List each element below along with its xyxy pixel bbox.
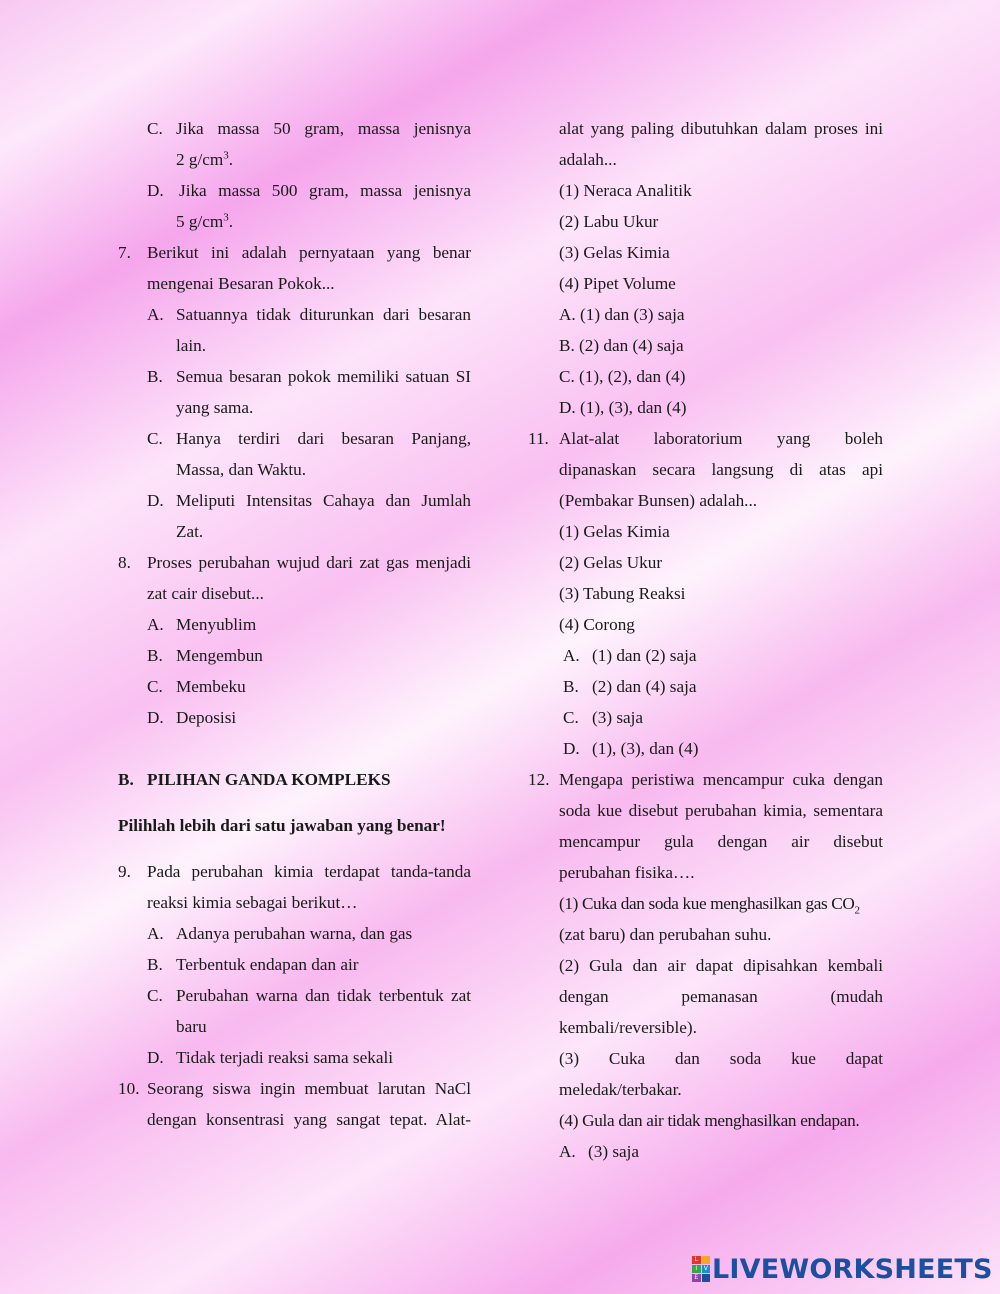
q7-option-c (118, 423, 471, 454)
question-text-cont: reaksi kimia sebagai berikut… (147, 893, 358, 912)
q11-option-b (528, 671, 883, 702)
q12-statement-2-cont (528, 981, 883, 1012)
question-10-cont (118, 1104, 471, 1135)
statement-text-cont: kembali/reversible). (559, 1018, 697, 1037)
q7-option-d-cont (118, 516, 471, 547)
option-text: B. (2) dan (4) saja (559, 336, 684, 355)
logo-mark-block (702, 1274, 711, 1282)
q8-option-d (118, 702, 471, 733)
option-letter: D. (147, 181, 164, 200)
question-12-cont (528, 826, 883, 857)
question-number: 9. (118, 862, 131, 881)
option-text-cont: baru (176, 1017, 207, 1036)
q7-option-a (118, 299, 471, 330)
question-7 (118, 237, 471, 268)
q7-option-b-cont (118, 392, 471, 423)
option-text: (1) dan (2) saja (592, 646, 697, 665)
option-text: (3) saja (592, 708, 644, 727)
spacer (118, 841, 471, 856)
question-text: Mengapa peristiwa mencampur cuka dengan (559, 770, 883, 789)
option-text: (3) saja (588, 1142, 640, 1161)
question-text-cont: (Pembakar Bunsen) adalah... (559, 491, 758, 510)
item-text: (4) Corong (559, 615, 635, 634)
option-letter: B. (147, 955, 163, 974)
option-text-cont: 5 g/cm (176, 212, 224, 231)
q8-option-b (118, 640, 471, 671)
q10-option (528, 361, 883, 392)
option-letter: A. (563, 646, 580, 665)
option-text: Jika massa 50 gram, massa jenisnya (176, 119, 471, 138)
question-11-cont (528, 485, 883, 516)
q9-option-d (118, 1042, 471, 1073)
section-letter: B. (118, 770, 134, 789)
q10-item (528, 175, 883, 206)
option-letter: D. (563, 739, 580, 758)
q9-option-c (118, 980, 471, 1011)
period: . (228, 150, 234, 169)
option-text-cont: Zat. (176, 522, 204, 541)
option-text: Jika massa 500 gram, massa jenisnya (179, 181, 471, 200)
option-text: Semua besaran pokok memiliki satuan SI (176, 367, 471, 386)
q9-option-a (118, 918, 471, 949)
q11-item (528, 578, 883, 609)
q12-statement-3 (528, 1043, 883, 1074)
question-text: Berikut ini adalah pernyataan yang benar (147, 243, 471, 262)
q7-option-a-cont (118, 330, 471, 361)
logo-mark-letter: V (702, 1265, 711, 1273)
q7-option-d (118, 485, 471, 516)
question-text: Alat-alat laboratorium yang boleh (559, 429, 883, 448)
q11-option-d (528, 733, 883, 764)
logo-text: LIVEWORKSHEETS (712, 1253, 993, 1285)
question-text-cont: soda kue disebut perubahan kimia, sementara (559, 801, 883, 820)
spacer (118, 795, 471, 810)
question-8 (118, 547, 471, 578)
option-letter: A. (147, 615, 164, 634)
q11-option-a (528, 640, 883, 671)
statement-text-cont: meledak/terbakar. (559, 1080, 682, 1099)
option-text-cont: Massa, dan Waktu. (176, 460, 307, 479)
item-text: (2) Gelas Ukur (559, 553, 663, 572)
question-number: 8. (118, 553, 131, 572)
option-text: Mengembun (176, 646, 263, 665)
q7-option-b (118, 361, 471, 392)
q7-option-c-cont (118, 454, 471, 485)
option-text: Terbentuk endapan dan air (176, 955, 359, 974)
question-text-cont: perubahan fisika…. (559, 863, 695, 882)
option-text: Membeku (176, 677, 246, 696)
statement-text: (1) Cuka dan soda kue menghasilkan gas CO (559, 894, 855, 913)
question-text: Seorang siswa ingin membuat larutan NaCl (147, 1079, 471, 1098)
option-text-cont: yang sama. (176, 398, 254, 417)
section-instruction (118, 810, 471, 841)
q12-statement-4 (528, 1105, 883, 1136)
option-text: Hanya terdiri dari besaran Panjang, (176, 429, 471, 448)
question-text-cont: dengan konsentrasi yang sangat tepat. Alat- (147, 1110, 471, 1129)
question-number: 10. (118, 1079, 140, 1098)
q11-option-c (528, 702, 883, 733)
q11-item (528, 516, 883, 547)
q11-item (528, 547, 883, 578)
q6-option-c-cont (118, 144, 471, 175)
question-7-cont (118, 268, 471, 299)
q10-item (528, 237, 883, 268)
q6-option-d-cont (118, 206, 471, 237)
option-letter: C. (147, 119, 163, 138)
q12-statement-1-cont (528, 919, 883, 950)
q6-option-c (118, 113, 471, 144)
item-text: (1) Gelas Kimia (559, 522, 670, 541)
option-text: D. (1), (3), dan (4) (559, 398, 687, 417)
q10-option (528, 392, 883, 423)
q10-option (528, 299, 883, 330)
logo-mark-letter: E (692, 1274, 701, 1282)
option-letter: A. (147, 924, 164, 943)
option-text-cont: 2 g/cm (176, 150, 224, 169)
q10-cont-line (528, 113, 883, 144)
item-text: (4) Pipet Volume (559, 274, 676, 293)
option-letter: B. (147, 646, 163, 665)
q12-statement-1 (528, 888, 883, 919)
question-text-cont: mencampur gula dengan air disebut (559, 832, 883, 851)
q10-item (528, 268, 883, 299)
instruction-text: Pilihlah lebih dari satu jawaban yang benar! (118, 816, 446, 835)
q10-cont-line (528, 144, 883, 175)
logo-mark-block (702, 1256, 711, 1264)
left-column (118, 113, 471, 1135)
question-9-cont (118, 887, 471, 918)
question-text: Proses perubahan wujud dari zat gas menjadi (147, 553, 471, 572)
option-text: Satuannya tidak diturunkan dari besaran (176, 305, 471, 324)
statement-text-cont: dengan pemanasan (mudah (559, 987, 883, 1006)
question-12-cont (528, 795, 883, 826)
option-letter: D. (147, 1048, 164, 1067)
q8-option-a (118, 609, 471, 640)
question-9 (118, 856, 471, 887)
option-letter: C. (563, 708, 579, 727)
option-text-cont: lain. (176, 336, 207, 355)
superscript: 3 (223, 149, 229, 162)
q10-item (528, 206, 883, 237)
option-text: Deposisi (176, 708, 237, 727)
question-number: 12. (528, 770, 550, 789)
option-text: Meliputi Intensitas Cahaya dan Jumlah (176, 491, 471, 510)
question-text-cont: alat yang paling dibutuhkan dalam proses ini (559, 119, 883, 138)
question-text-cont: zat cair disebut... (147, 584, 264, 603)
statement-text-cont: (zat baru) dan perubahan suhu. (559, 925, 772, 944)
option-text: C. (1), (2), dan (4) (559, 367, 686, 386)
question-text-cont: dipanaskan secara langsung di atas api (559, 460, 883, 479)
option-letter: D. (147, 491, 164, 510)
option-text: A. (1) dan (3) saja (559, 305, 685, 324)
q6-option-d (118, 175, 471, 206)
right-column (528, 113, 883, 1167)
q12-option-a (528, 1136, 883, 1167)
logo-mark-letter: I (692, 1265, 701, 1273)
question-text: Pada perubahan kimia terdapat tanda-tanda (147, 862, 471, 881)
question-12 (528, 764, 883, 795)
option-text: (2) dan (4) saja (592, 677, 697, 696)
q12-statement-2 (528, 950, 883, 981)
logo-mark-letter: L (692, 1256, 701, 1264)
option-text: Adanya perubahan warna, dan gas (176, 924, 413, 943)
item-text: (3) Tabung Reaksi (559, 584, 686, 603)
question-11-cont (528, 454, 883, 485)
option-letter: C. (147, 986, 163, 1005)
question-8-cont (118, 578, 471, 609)
question-text-cont: mengenai Besaran Pokok... (147, 274, 335, 293)
question-11 (528, 423, 883, 454)
q9-option-b (118, 949, 471, 980)
option-letter: B. (563, 677, 579, 696)
liveworksheets-logo-icon (692, 1256, 710, 1282)
option-text: Perubahan warna dan tidak terbentuk zat (176, 986, 471, 1005)
statement-text: (4) Gula dan air tidak menghasilkan endapan. (559, 1111, 860, 1130)
item-text: (3) Gelas Kimia (559, 243, 670, 262)
superscript: 3 (223, 211, 229, 224)
option-letter: C. (147, 429, 163, 448)
question-12-cont (528, 857, 883, 888)
liveworksheets-logo (692, 1254, 993, 1284)
option-text: Tidak terjadi reaksi sama sekali (176, 1048, 394, 1067)
question-number: 11. (528, 429, 549, 448)
option-letter: D. (147, 708, 164, 727)
option-letter: A. (147, 305, 164, 324)
statement-text: (2) Gula dan air dapat dipisahkan kembali (559, 956, 883, 975)
option-text: (1), (3), dan (4) (592, 739, 699, 758)
option-letter: B. (147, 367, 163, 386)
q8-option-c (118, 671, 471, 702)
option-text: Menyublim (176, 615, 257, 634)
q12-statement-3-cont (528, 1074, 883, 1105)
subscript: 2 (854, 904, 860, 917)
question-text-cont: adalah... (559, 150, 617, 169)
q10-option (528, 330, 883, 361)
section-heading (118, 764, 471, 795)
q11-item (528, 609, 883, 640)
item-text: (2) Labu Ukur (559, 212, 659, 231)
q9-option-c-cont (118, 1011, 471, 1042)
option-letter: A. (559, 1142, 576, 1161)
item-text: (1) Neraca Analitik (559, 181, 692, 200)
spacer (118, 733, 471, 764)
section-title: PILIHAN GANDA KOMPLEKS (147, 770, 391, 789)
option-letter: C. (147, 677, 163, 696)
question-number: 7. (118, 243, 131, 262)
period: . (228, 212, 234, 231)
statement-text: (3) Cuka dan soda kue dapat (559, 1049, 883, 1068)
question-10 (118, 1073, 471, 1104)
q12-statement-2-cont (528, 1012, 883, 1043)
